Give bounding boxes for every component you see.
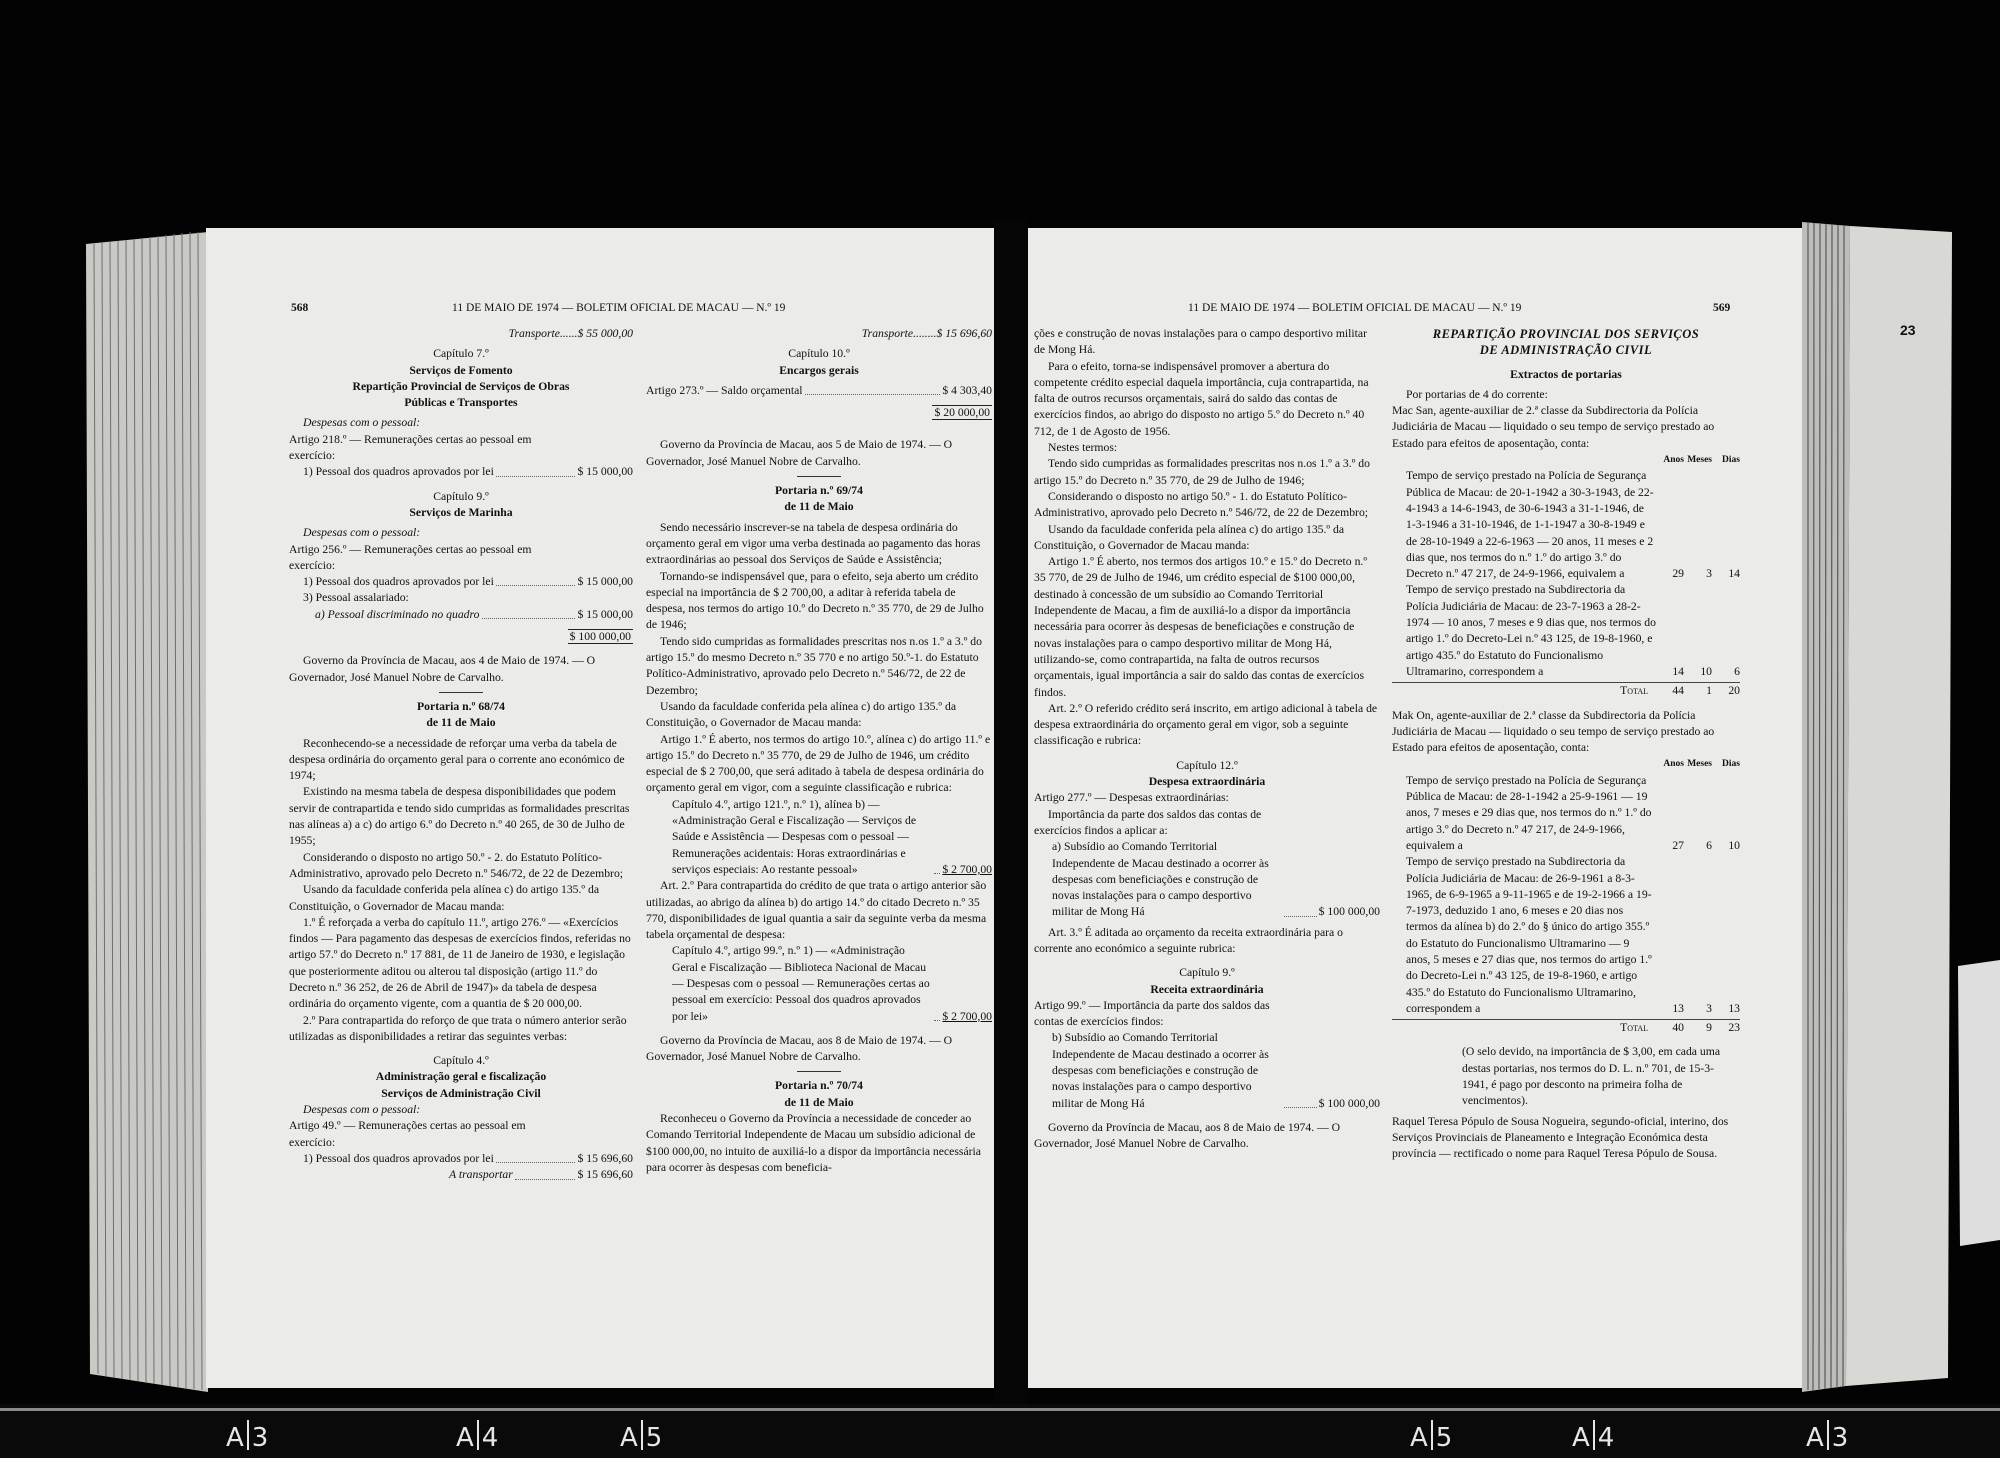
rubric-value: $ 2 700,00	[942, 1009, 992, 1023]
service-row	[1392, 773, 1740, 854]
stamp-note: (O selo devido, na importância de $ 3,00, em cada uma destas portarias, nos termos do D. L. n.º 701, de 15-3-1941, é pago por desconto na primeira folha de vencimentos).	[1462, 1045, 1721, 1108]
portaria-date: de 11 de Maio	[784, 500, 854, 514]
section-label: Despesas com o pessoal:	[303, 526, 421, 540]
service-row	[1392, 582, 1740, 680]
chapter-heading: Capítulo 4.º	[433, 1054, 489, 1068]
department-title: DE ADMINISTRAÇÃO CIVIL	[1479, 343, 1653, 358]
person-entry: Mac San, agente-auxiliar de 2.ª classe da Subdirectoria da Polícia Judiciária de Macau — liquidado o seu tempo de serviço prestado ao Estado para efeitos de aposentação, conta:	[1392, 404, 1715, 450]
chapter-subheading: Encargos gerais	[779, 363, 859, 377]
paragraph: Por portarias de 4 do corrente:	[1406, 387, 1548, 401]
months-value: 6	[1706, 838, 1712, 852]
service-text: Tempo de serviço prestado na Polícia de Segurança Pública de Macau: de 28-1-1942 a 25-9-1961 — 19 anos, 7 meses e 29 dias que, nos termos do n.º 1.º do artigo 3.º do Decreto n.º 47 217, de 24-9-1966, equivalem a	[1406, 773, 1652, 852]
service-text: Tempo de serviço prestado na Subdirectoria da Polícia Judiciária de Macau: de 26-9-1961 a 8-3-1965, de 6-9-1965 a 9-11-1965 e de 19-2-1966 a 19-7-1973, deduzido 1 ano, 6 meses e 20 dias nos termos da alínea b) do 2.º do § único do artigo 355.º do Estatuto do Funcionalismo Ultramarino — 9 anos, 5 meses e 27 dias que, nos termos do artigo 1.º do Decreto-Lei n.º 43 125, de 19-8-1960, e artigo 435.º do Estatuto do Funcionalismo Ultramarino, correspondem a	[1406, 855, 1652, 1015]
years-value: 14	[1672, 664, 1684, 678]
service-text: Tempo de serviço prestado na Polícia de Segurança Pública de Macau: de 20-1-1942 a 30-3-1943, de 22-4-1943 a 14-6-1943, de 30-6-1943 a 31-1-1946, de 1-3-1946 a 31-10-1946, de 1-1-1947 a 30-8-1949 e de 28-10-1949 a 22-6-1963 — 20 anos, 11 meses e 2 dias que, nos termos do n.º 1.º do artigo 3.º do Decreto n.º 47 217, de 24-9-1966, equivalem a	[1406, 469, 1654, 581]
col-header-meses: Meses	[1687, 455, 1712, 466]
paragraph: Nestes termos:	[1048, 441, 1118, 455]
rubric-value: $ 100 000,00	[1318, 1096, 1380, 1110]
film-mark: A 5	[1410, 1420, 1452, 1453]
chapter-subheading: Serviços de Marinha	[409, 505, 513, 519]
col-header-dias: Dias	[1722, 455, 1740, 466]
chapter-heading: Capítulo 7.º	[433, 347, 489, 361]
governor-signature: Governo da Província de Macau, aos 5 de Maio de 1974. — O Governador, José Manuel Nobre de Carvalho.	[646, 438, 953, 468]
article-text: Artigo 99.º — Importância da parte dos saldos das contas de exercícios findos:	[1034, 998, 1270, 1029]
col-header-anos: Anos	[1663, 759, 1684, 770]
years-value: 13	[1672, 1001, 1684, 1015]
days-total: 20	[1728, 684, 1740, 698]
years-total: 44	[1672, 684, 1684, 698]
days-value: 10	[1728, 838, 1740, 852]
portaria-date: de 11 de Maio	[426, 716, 496, 730]
column-headers	[1392, 452, 1740, 468]
film-strip	[0, 1404, 2000, 1458]
months-total: 1	[1706, 684, 1712, 698]
paragraph: Art. 3.º É aditada ao orçamento da receita extraordinária para o corrente ano económico a seguinte rubrica:	[1034, 925, 1344, 955]
film-mark: A 5	[620, 1420, 662, 1453]
paragraph: Existindo na mesma tabela de despesa disponibilidades que podem servir de contrapartida e tendo sido cumpridas as formalidades prescritas nas alíneas a) a c) do artigo 6.º do Decreto n.º 40 265, de 30 de Julho de 1955;	[289, 785, 630, 848]
portaria-title: Portaria n.º 70/74	[775, 1079, 863, 1093]
article-text: Importância da parte dos saldos das contas de exercícios findos a aplicar a:	[1034, 807, 1262, 837]
rectification-entry: Raquel Teresa Pópulo de Sousa Nogueira, segundo-oficial, interino, dos Serviços Provinciais de Planeamento e Integração Económica desta província — rectificado o nome para Raquel Teresa Pópulo de Sousa.	[1392, 1114, 1729, 1161]
governor-signature: Governo da Província de Macau, aos 4 de Maio de 1974. — O Governador, José Manuel Nobre de Carvalho.	[289, 654, 596, 684]
item-value: $ 15 000,00	[577, 465, 633, 479]
rubric-text: Capítulo 4.º, artigo 99.º, n.º 1) — «Administração Geral e Fiscalização — Biblioteca Nacional de Macau — Despesas com o pessoal — Remunerações certas ao pessoal em exercício: Pessoal dos quadros aprovados por lei»	[672, 944, 930, 1023]
paragraph: Reconheceu o Governo da Província a necessidade de conceder ao Comando Territorial Independente de Macau um subsídio adicional de $100 000,00, no intuito de auxiliá-lo a dispor da importância necessária para ocorrer às despesas com beneficia-	[646, 1112, 981, 1174]
rubric-text: b) Subsídio ao Comando Territorial Independente de Macau destinado a ocorrer às despesas com beneficiações e construção de novas instalações para o campo desportivo militar de Mong Há	[1052, 1031, 1269, 1110]
left-page-header: 11 DE MAIO DE 1974 — BOLETIM OFICIAL DE MACAU — N.º 19	[452, 302, 786, 314]
page-tab-label: 23	[1900, 322, 1916, 338]
right-page-number: 569	[1713, 302, 1731, 314]
total-row	[1392, 682, 1740, 699]
paragraph: Artigo 1.º É aberto, nos termos dos artigos 10.º e 15.º do Decreto n.º 35 770, de 29 de Julho de 1946, um crédito especial de $100 000,00, destinado à concessão de um subsídio ao Comando Territorial Independente de Macau, a fim de auxiliá-lo a dispor da importância necessária para ocorrer às despesas de beneficiações e construção de novas instalações para o campo desportivo militar de Mong Há, utilizando-se, como contrapartida, na falta de outros recursos orçamentais, igual importância a sair do saldo das contas de exercícios findos.	[1034, 555, 1367, 699]
paragraph: 1.º É reforçada a verba do capítulo 11.º, artigo 276.º — «Exercícios findos — Para pagamento das despesas de exercícios findos, referidas no artigo 57.º do Decreto n.º 17 881, de 11 de Janeiro de 1930, e legislação que posteriormente aditou ou alterou tal disposição (artigo 11.º do Decreto n.º 36 252, de 26 de Abril de 1947)» da tabela de despesa ordinária do orçamento vigente, com a quantia de $ 20 000,00.	[289, 915, 631, 1011]
governor-signature: Governo da Província de Macau, aos 8 de Maio de 1974. — O Governador, José Manuel Nobre de Carvalho.	[1034, 1120, 1341, 1151]
item-text: 1) Pessoal dos quadros aprovados por lei	[303, 465, 494, 479]
left-column-2	[646, 326, 992, 1176]
rubric-value: $ 2 700,00	[942, 862, 992, 876]
paragraph: Usando da faculdade conferida pela alínea c) do artigo 135.º da Constituição, o Governador de Macau manda:	[289, 883, 600, 913]
chapter-heading: Capítulo 9.º	[1179, 966, 1235, 980]
film-mark: A 4	[1572, 1420, 1614, 1453]
chapter-heading: Capítulo 12.º	[1176, 758, 1238, 772]
paragraph: Art. 2.º Para contrapartida do crédito de que trata o artigo anterior são utilizadas, ao abrigo da alínea b) do artigo 14.º do citado Decreto n.º 35 770, disponibilidades de igual quantia a sair da seguinte verba da mesma tabela orçamental de despesa:	[646, 879, 987, 942]
chapter-subheading: Serviços de Administração Civil	[381, 1086, 541, 1100]
years-value: 27	[1672, 838, 1684, 852]
col-header-dias: Dias	[1722, 759, 1740, 770]
service-row	[1392, 468, 1740, 582]
book-spine	[994, 220, 1028, 1410]
chapter-subheading: Despesa extraordinária	[1148, 775, 1266, 789]
service-text: Tempo de serviço prestado na Subdirectoria da Polícia Judiciária de Macau: de 23-7-1963 a 28-2-1974 — 10 anos, 7 meses e 9 dias que, nos termos do artigo 1.º do Decreto-Lei n.º 43 125, de 19-8-1960, e artigo 435.º do Estatuto do Funcionalismo Ultramarino, correspondem a	[1406, 583, 1656, 678]
total-value: $ 100 000,00	[569, 630, 631, 644]
paragraph: Sendo necessário inscrever-se na tabela de despesa ordinária do orçamento geral em vigor uma verba destinada ao pagamento das horas extraordinárias ao pessoal dos Serviços de Saúde e Assistência;	[646, 520, 981, 567]
section-title: Extractos de portarias	[1510, 367, 1622, 381]
paragraph: ções e construção de novas instalações para o campo desportivo militar de Mong Há.	[1034, 327, 1367, 357]
article-text: Artigo 49.º — Remunerações certas ao pessoal em exercício:	[289, 1119, 526, 1149]
section-label: Despesas com o pessoal:	[303, 416, 421, 430]
item-value: $ 15 000,00	[577, 607, 633, 621]
left-column-1	[289, 326, 633, 1184]
days-value: 6	[1734, 664, 1740, 678]
item-value: $ 4 303,40	[942, 383, 992, 397]
col-header-meses: Meses	[1687, 759, 1712, 770]
right-page-header: 11 DE MAIO DE 1974 — BOLETIM OFICIAL DE MACAU — N.º 19	[1188, 302, 1522, 314]
film-mark: A 3	[1806, 1420, 1848, 1453]
left-page-number: 568	[291, 302, 309, 314]
film-mark: A 3	[226, 1420, 268, 1453]
months-total: 9	[1706, 1021, 1712, 1035]
person-entry: Mak On, agente-auxiliar de 2.ª classe da Subdirectoria da Polícia Judiciária de Macau — liquidado o seu tempo de serviço prestado ao Estado para efeitos de aposentação, conta:	[1392, 708, 1715, 755]
item-text: 3) Pessoal assalariado:	[303, 591, 409, 605]
section-label: Despesas com o pessoal:	[303, 1103, 421, 1117]
department-title: REPARTIÇÃO PROVINCIAL DOS SERVIÇOS	[1432, 327, 1700, 341]
a-transportar-label: A transportar	[449, 1168, 513, 1182]
right-column-2	[1392, 326, 1740, 1163]
paragraph: Reconhecendo-se a necessidade de reforçar uma verba da tabela de despesa ordinária do orçamento geral para o corrente ano económico de 1974;	[289, 736, 625, 783]
item-text: 1) Pessoal dos quadros aprovados por lei	[303, 1151, 494, 1165]
col-header-anos: Anos	[1663, 455, 1684, 466]
chapter-subheading: Repartição Provincial de Serviços de Obras Públicas e Transportes	[352, 379, 570, 410]
chapter-subheading: Receita extraordinária	[1150, 982, 1264, 996]
days-value: 14	[1728, 567, 1740, 581]
chapter-subheading: Administração geral e fiscalização	[375, 1070, 547, 1084]
months-value: 10	[1700, 664, 1712, 678]
months-value: 3	[1706, 1001, 1712, 1015]
paragraph: Tornando-se indispensável que, para o efeito, seja aberto um crédito especial na importância de $ 2 700,00, a aditar à referida tabela de despesa, nos termos do artigo 10.º do Decreto n.º 35 770, de 29 de Julho de 1946;	[646, 569, 984, 632]
left-page-edges	[86, 232, 208, 1392]
item-value: $ 15 000,00	[577, 575, 633, 589]
total-value: $ 20 000,00	[934, 406, 990, 420]
column-headers	[1392, 756, 1740, 772]
item-text: 1) Pessoal dos quadros aprovados por lei	[303, 575, 494, 589]
paragraph: Art. 2.º O referido crédito será inscrito, em artigo adicional à tabela de despesa extraordinária do orçamento geral em vigor, sob a seguinte classificação e rubrica:	[1034, 701, 1378, 748]
total-label: Total	[1620, 1021, 1648, 1035]
total-label: Total	[1620, 684, 1648, 698]
transporte-label: Transporte......$	[508, 327, 584, 340]
total-row	[1392, 1019, 1740, 1036]
chapter-subheading: Serviços de Fomento	[409, 363, 513, 377]
film-mark: A 4	[456, 1420, 498, 1453]
days-total: 23	[1728, 1021, 1740, 1035]
rubric-value: $ 100 000,00	[1318, 905, 1380, 919]
transporte-label: Transporte........$	[861, 327, 943, 340]
a-transportar-value: $ 15 696,60	[577, 1168, 633, 1182]
article-text: Artigo 218.º — Remunerações certas ao pessoal em exercício:	[289, 432, 532, 463]
service-row	[1392, 854, 1740, 1017]
paragraph: Usando da faculdade conferida pela alínea c) do artigo 135.º da Constituição, o Governador de Macau manda:	[646, 699, 957, 730]
paragraph: Para o efeito, torna-se indispensável promover a abertura do competente crédito especial daquela importância, cuja contrapartida, na falta de outros recursos orçamentais, sairá do saldo das contas de exercícios findos, ao abrigo do disposto no artigo 5.º do Decreto n.º 40 712, de 1 de Agosto de 1956.	[1034, 359, 1369, 438]
days-value: 13	[1728, 1001, 1740, 1015]
years-value: 29	[1672, 567, 1684, 581]
paragraph: Considerando o disposto no artigo 50.º - 2. do Estatuto Político-Administrativo, aprovado pelo Decreto n.º 546/72, de 22 de Dezembro;	[289, 850, 624, 880]
portaria-title: Portaria n.º 69/74	[775, 484, 863, 498]
chapter-heading: Capítulo 9.º	[433, 489, 489, 503]
portaria-title: Portaria n.º 68/74	[417, 699, 505, 713]
paragraph: Tendo sido cumpridas as formalidades prescritas nos n.os 1.º a 3.º do artigo 15.º do mesmo Decreto n.º 35 770 e no artigo 50.º-1. do Estatuto Político-Administrativo, aprovado pelo Decreto n.º 546/72, de 22 de Dezembro;	[646, 634, 982, 697]
paragraph: Considerando o disposto no artigo 50.º - 1. do Estatuto Político-Administrativo, aprovado pelo Decreto n.º 546/72, de 22 de Dezembro;	[1034, 489, 1369, 520]
item-text: a) Pessoal discriminado no quadro	[315, 607, 480, 621]
right-column-1	[1034, 326, 1380, 1153]
paragraph: 2.º Para contrapartida do reforço de que trata o número anterior serão utilizadas as disponibilidades a retirar das seguintes verbas:	[289, 1013, 627, 1043]
chapter-heading: Capítulo 10.º	[788, 347, 850, 361]
rubric-text: Capítulo 4.º, artigo 121.º, n.º 1), alínea b) — «Administração Geral e Fiscalização — Serviços de Saúde e Assistência — Despesas com o pessoal — Remunerações acidentais: Horas extraordinárias e serviços especiais: Ao restante pessoal»	[672, 797, 917, 876]
paragraph: Usando da faculdade conferida pela alínea c) do artigo 135.º da Constituição, o Governador de Macau manda:	[1034, 522, 1345, 552]
rubric-text: a) Subsídio ao Comando Territorial Independente de Macau destinado a ocorrer às despesas com beneficiações e construção de novas instalações para o campo desportivo militar de Mong Há	[1052, 840, 1269, 919]
item-text: Artigo 273.º — Saldo orçamental	[646, 383, 803, 397]
months-value: 3	[1706, 567, 1712, 581]
portaria-date: de 11 de Maio	[784, 1095, 854, 1109]
governor-signature: Governo da Província de Macau, aos 8 de Maio de 1974. — O Governador, José Manuel Nobre de Carvalho.	[646, 1033, 953, 1064]
article-text: Artigo 277.º — Despesas extraordinárias:	[1034, 791, 1229, 805]
years-total: 40	[1672, 1021, 1684, 1035]
transporte-value: 55 000,00	[586, 327, 633, 340]
item-value: $ 15 696,60	[577, 1151, 633, 1165]
article-text: Artigo 256.º — Remunerações certas ao pessoal em exercício:	[289, 542, 532, 572]
paragraph: Artigo 1.º É aberto, nos termos do artigo 10.º, alínea c) do artigo 11.º e artigo 15.º do Decreto n.º 35 770, de 29 de Julho de 1946, um crédito especial de $ 2 700,00, que será aditado à tabela de despesa ordinária do orçamento geral em vigor, com a seguinte classificação e rubrica:	[646, 732, 991, 795]
paragraph: Tendo sido cumpridas as formalidades prescritas nos n.os 1.º a 3.º do artigo 15.º do Decreto n.º 35 770, de 29 de Julho de 1946;	[1034, 457, 1370, 487]
transporte-value: 15 696,60	[945, 327, 992, 340]
